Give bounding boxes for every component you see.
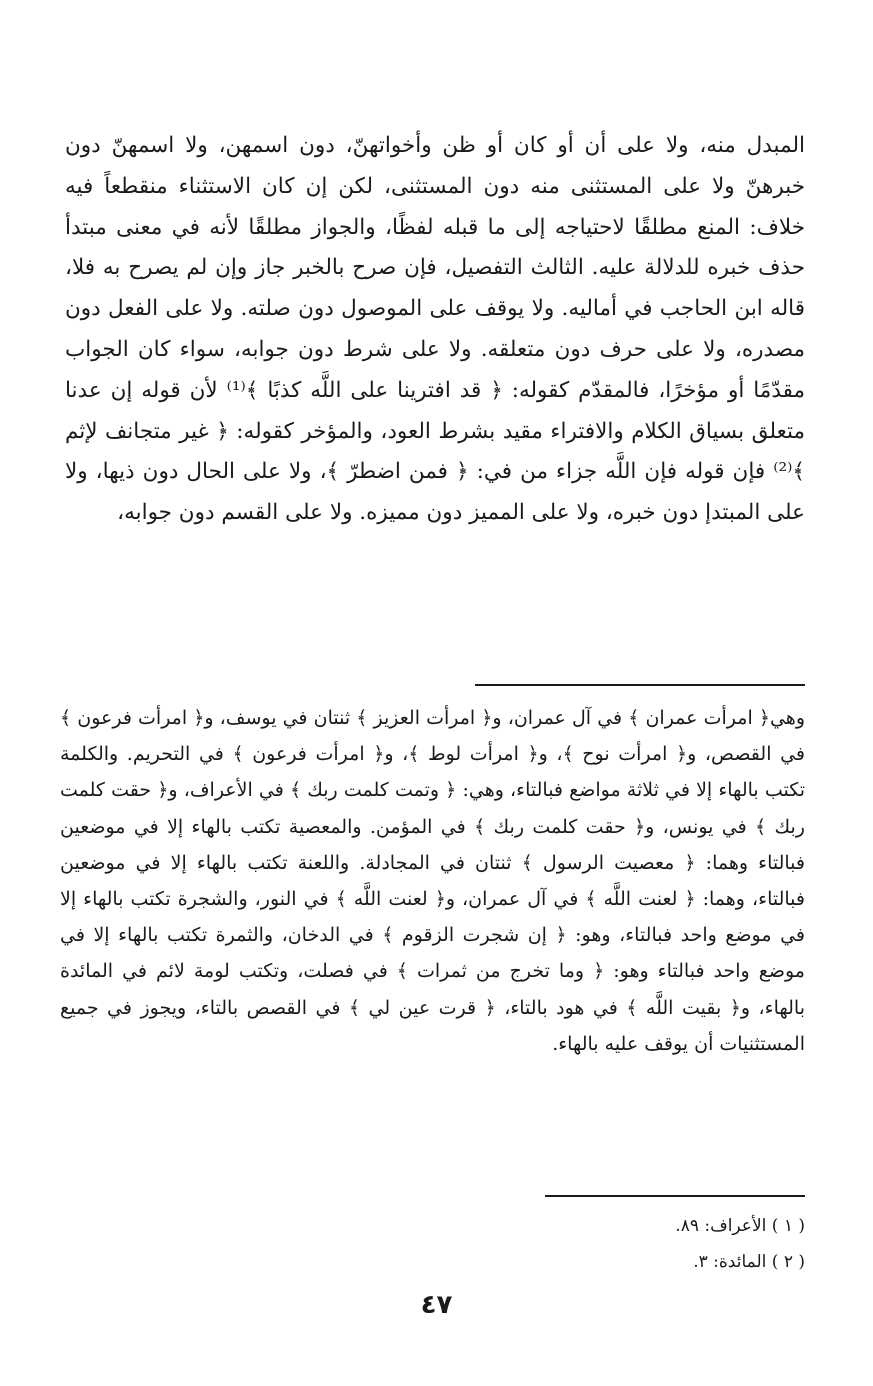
footnotes-list [405, 1208, 805, 1280]
footnote-separator-rule [545, 1195, 805, 1197]
note-separator-rule [475, 684, 805, 686]
note-text-block [60, 700, 805, 1062]
main-paragraph: المبدل منه، ولا على أن أو كان أو ظن وأخواتهنّ، دون اسمهن، ولا اسمهنّ دون خبرهنّ ولا على المستثنى منه دون المستثنى، لكن إن كان الاستثناء منقطعاً فيه خلاف: المنع مطلقًا لاحتياجه إلى ما قبله لفظًا، والجواز مطلقًا لأنه في معنى مبتدأ حذف خبره للدلالة عليه. الثالث التفصيل، فإن صرح بالخبر جاز وإن لم يصرح به فلا، قاله ابن الحاجب في أماليه. ولا يوقف على الموصول دون صلته. ولا على الفعل دون مصدره، ولا على حرف دون متعلقه. ولا على شرط دون جوابه، سواء كان الجواب مقدّمًا أو مؤخرًا، فالمقدّم كقوله: ﴿ قد افترينا على اللَّه كذبًا ﴾⁽¹⁾ لأن قوله إن عدنا متعلق بسياق الكلام والافتراء مقيد بشرط العود، والمؤخر كقوله: ﴿ غير متجانف لإثم ﴾⁽²⁾ فإن قوله فإن اللَّه جزاء من في: ﴿ فمن اضطرّ ﴾، ولا على الحال دون ذيها، ولا على المبتدإ دون خبره، ولا على المميز دون مميزه. ولا على القسم دون جوابه، [65, 133, 805, 526]
page-number: ٤٧ [420, 1290, 453, 1320]
main-text-block [65, 126, 805, 534]
footnote-item: ( ١ ) الأعراف: ٨٩. [675, 1216, 805, 1236]
footnote-item: ( ٢ ) المائدة: ٣. [693, 1252, 805, 1272]
note-paragraph: وهي﴿ امرأت عمران ﴾ في آل عمران، و﴿ امرأت العزيز ﴾ ثنتان في يوسف، و﴿ امرأت فرعون ﴾ في القصص، و﴿ امرأت نوح ﴾، و﴿ امرأت لوط ﴾، و﴿ امرأت فرعون ﴾ في التحريم. والكلمة تكتب بالهاء إلا في ثلاثة مواضع فبالتاء، وهي: ﴿ وتمت كلمت ربك ﴾ في الأعراف، و﴿ حقت كلمت ربك ﴾ في يونس، و﴿ حقت كلمت ربك ﴾ في المؤمن. والمعصية تكتب بالهاء إلا في موضعين فبالتاء وهما: ﴿ معصيت الرسول ﴾ ثنتان في المجادلة. واللعنة تكتب بالهاء إلا في موضعين فبالتاء، وهما: ﴿ لعنت اللَّه ﴾ في آل عمران، و﴿ لعنت اللَّه ﴾ في النور، والشجرة تكتب بالهاء إلا في موضع واحد فبالتاء، وهو: ﴿ إن شجرت الزقوم ﴾ في الدخان، والثمرة تكتب بالهاء إلا في موضع واحد فبالتاء وهو: ﴿ وما تخرج من ثمرات ﴾ في فصلت، وتكتب لومة لائم في المائدة بالهاء، و﴿ بقيت اللَّه ﴾ في هود بالتاء، ﴿ قرت عين لي ﴾ في القصص بالتاء، ويجوز في جميع المستثنيات أن يوقف عليه بالهاء. [60, 707, 805, 1055]
